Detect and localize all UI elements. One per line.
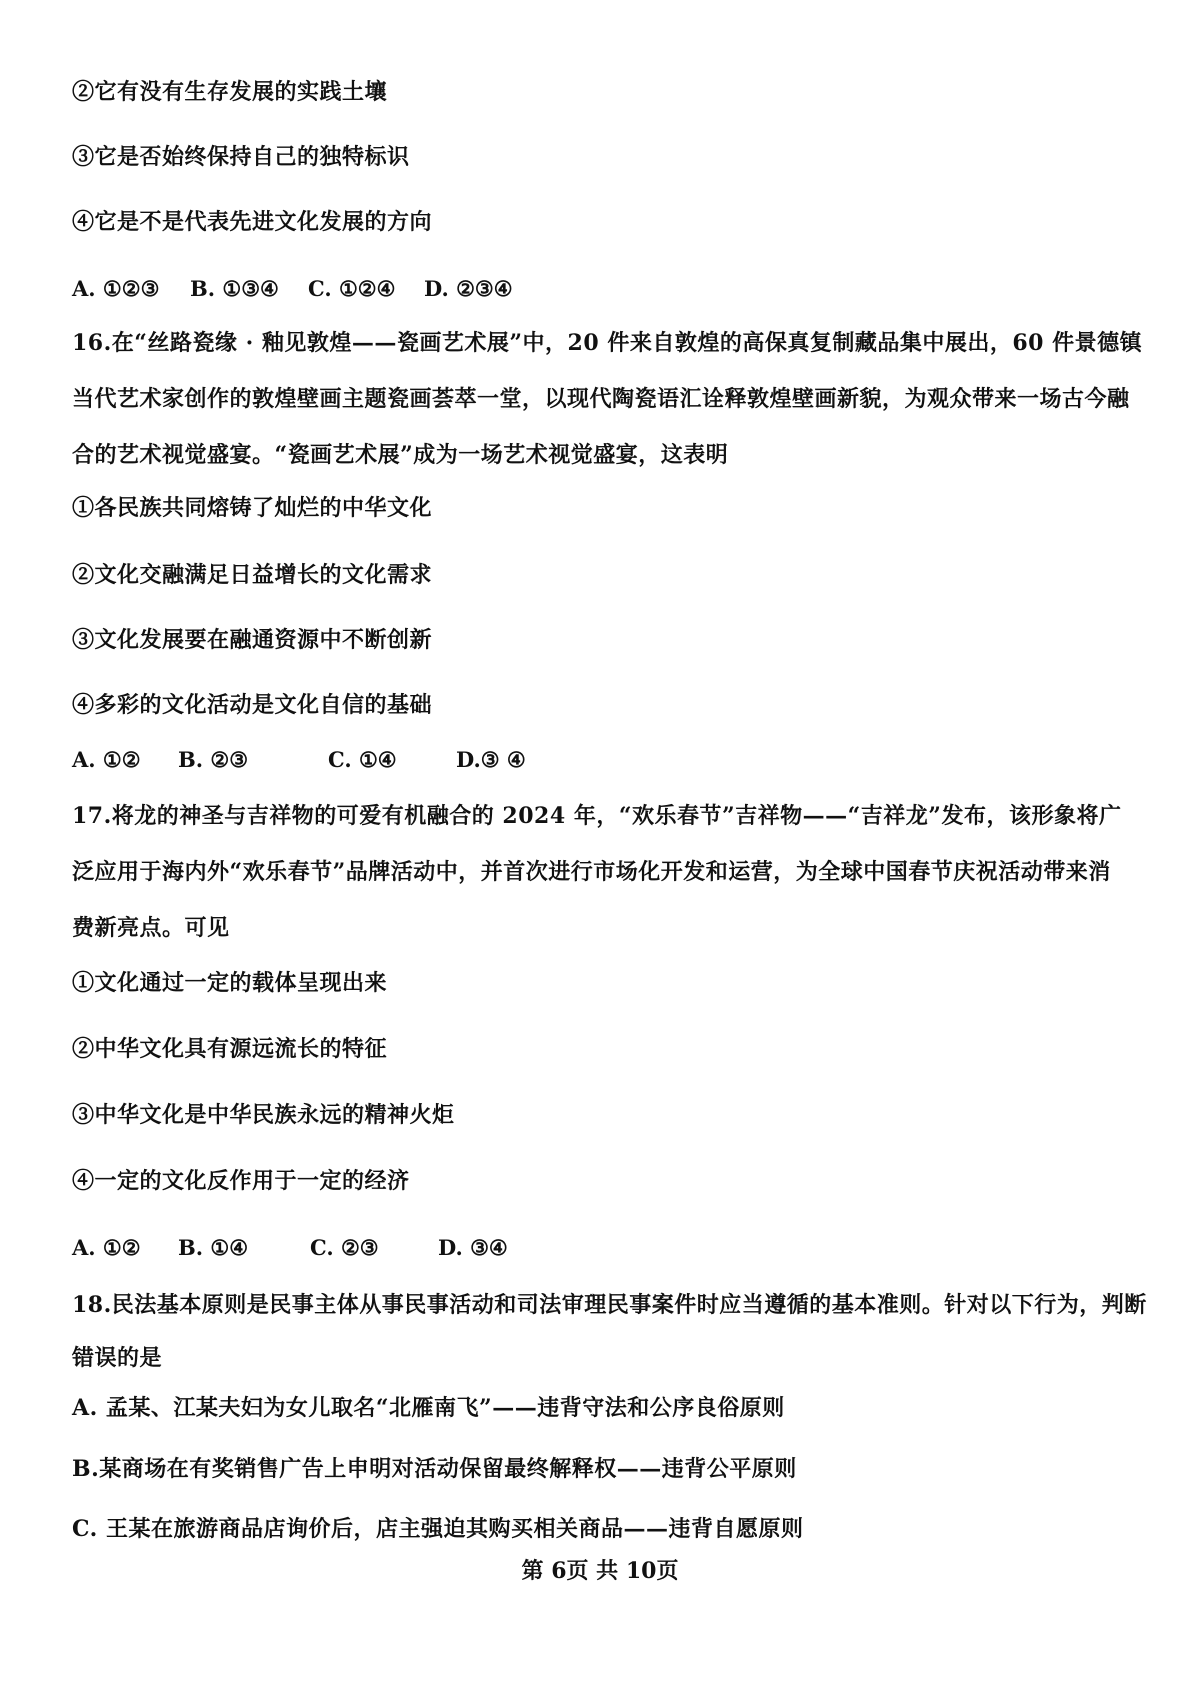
- q17-option-3: ③中华文化是中华民族永远的精神火炬: [72, 1102, 455, 1128]
- q16-option-1: ①各民族共同熔铸了灿烂的中华文化: [72, 495, 433, 521]
- q18-stem-line-1: 18.民法基本原则是民事主体从事民事活动和司法审理民事案件时应当遵循的基本准则。针对以下行为，判断: [72, 1292, 1147, 1318]
- q15-option-3: ③它是否始终保持自己的独特标识: [72, 144, 410, 170]
- q16-stem-line-3: 合的艺术视觉盛宴。“瓷画艺术展”成为一场艺术视觉盛宴，这表明: [72, 442, 729, 468]
- q17-option-1: ①文化通过一定的载体呈现出来: [72, 970, 388, 996]
- q15-option-2: ②它有没有生存发展的实践土壤: [72, 79, 388, 105]
- q17-choice-a: A. ①②: [72, 1235, 141, 1260]
- q17-stem-line-1: 17.将龙的神圣与吉祥物的可爱有机融合的 2024 年，“欢乐春节”吉祥物——“吉祥龙”发布，该形象将广: [72, 803, 1122, 829]
- q15-option-4: ④它是不是代表先进文化发展的方向: [72, 209, 433, 235]
- q17-choice-c: C. ②③: [310, 1235, 379, 1260]
- q16-choice-d: D.③ ④: [456, 747, 526, 772]
- q17-stem-line-2: 泛应用于海内外“欢乐春节”品牌活动中，并首次进行市场化开发和运营，为全球中国春节庆祝活动带来消: [72, 859, 1111, 885]
- q16-choice-a: A. ①②: [72, 747, 141, 772]
- q18-option-a: A. 孟某、江某夫妇为女儿取名“北雁南飞”——违背守法和公序良俗原则: [72, 1395, 785, 1421]
- q15-choice-d: D. ②③④: [424, 276, 513, 301]
- q18-option-c: C. 王某在旅游商品店询价后，店主强迫其购买相关商品——违背自愿原则: [72, 1516, 804, 1542]
- q16-choice-c: C. ①④: [328, 747, 397, 772]
- q16-option-3: ③文化发展要在融通资源中不断创新: [72, 627, 433, 653]
- q15-choice-a: A. ①②③: [72, 276, 160, 301]
- page-number: 第 6页 共 10页: [521, 1558, 679, 1584]
- q16-stem-line-2: 当代艺术家创作的敦煌壁画主题瓷画荟萃一堂，以现代陶瓷语汇诠释敦煌壁画新貌，为观众带来一场古今融: [72, 386, 1130, 412]
- q15-choice-b: B. ①③④: [190, 276, 279, 301]
- q17-stem-line-3: 费新亮点。可见: [72, 915, 230, 941]
- q16-stem-line-1: 16.在“丝路瓷缘 · 釉见敦煌——瓷画艺术展”中，20 件来自敦煌的高保真复制藏品集中展出，60 件景德镇: [72, 330, 1143, 356]
- q18-stem-line-2: 错误的是: [72, 1345, 163, 1371]
- q16-option-2: ②文化交融满足日益增长的文化需求: [72, 562, 433, 588]
- q17-choice-d: D. ③④: [438, 1235, 508, 1260]
- q15-choice-c: C. ①②④: [308, 276, 396, 301]
- q17-option-2: ②中华文化具有源远流长的特征: [72, 1036, 388, 1062]
- q16-choice-b: B. ②③: [178, 747, 249, 772]
- q17-choice-b: B. ①④: [178, 1235, 249, 1260]
- q17-option-4: ④一定的文化反作用于一定的经济: [72, 1168, 410, 1194]
- q16-option-4: ④多彩的文化活动是文化自信的基础: [72, 692, 433, 718]
- q18-option-b: B.某商场在有奖销售广告上申明对活动保留最终解释权——违背公平原则: [72, 1456, 797, 1482]
